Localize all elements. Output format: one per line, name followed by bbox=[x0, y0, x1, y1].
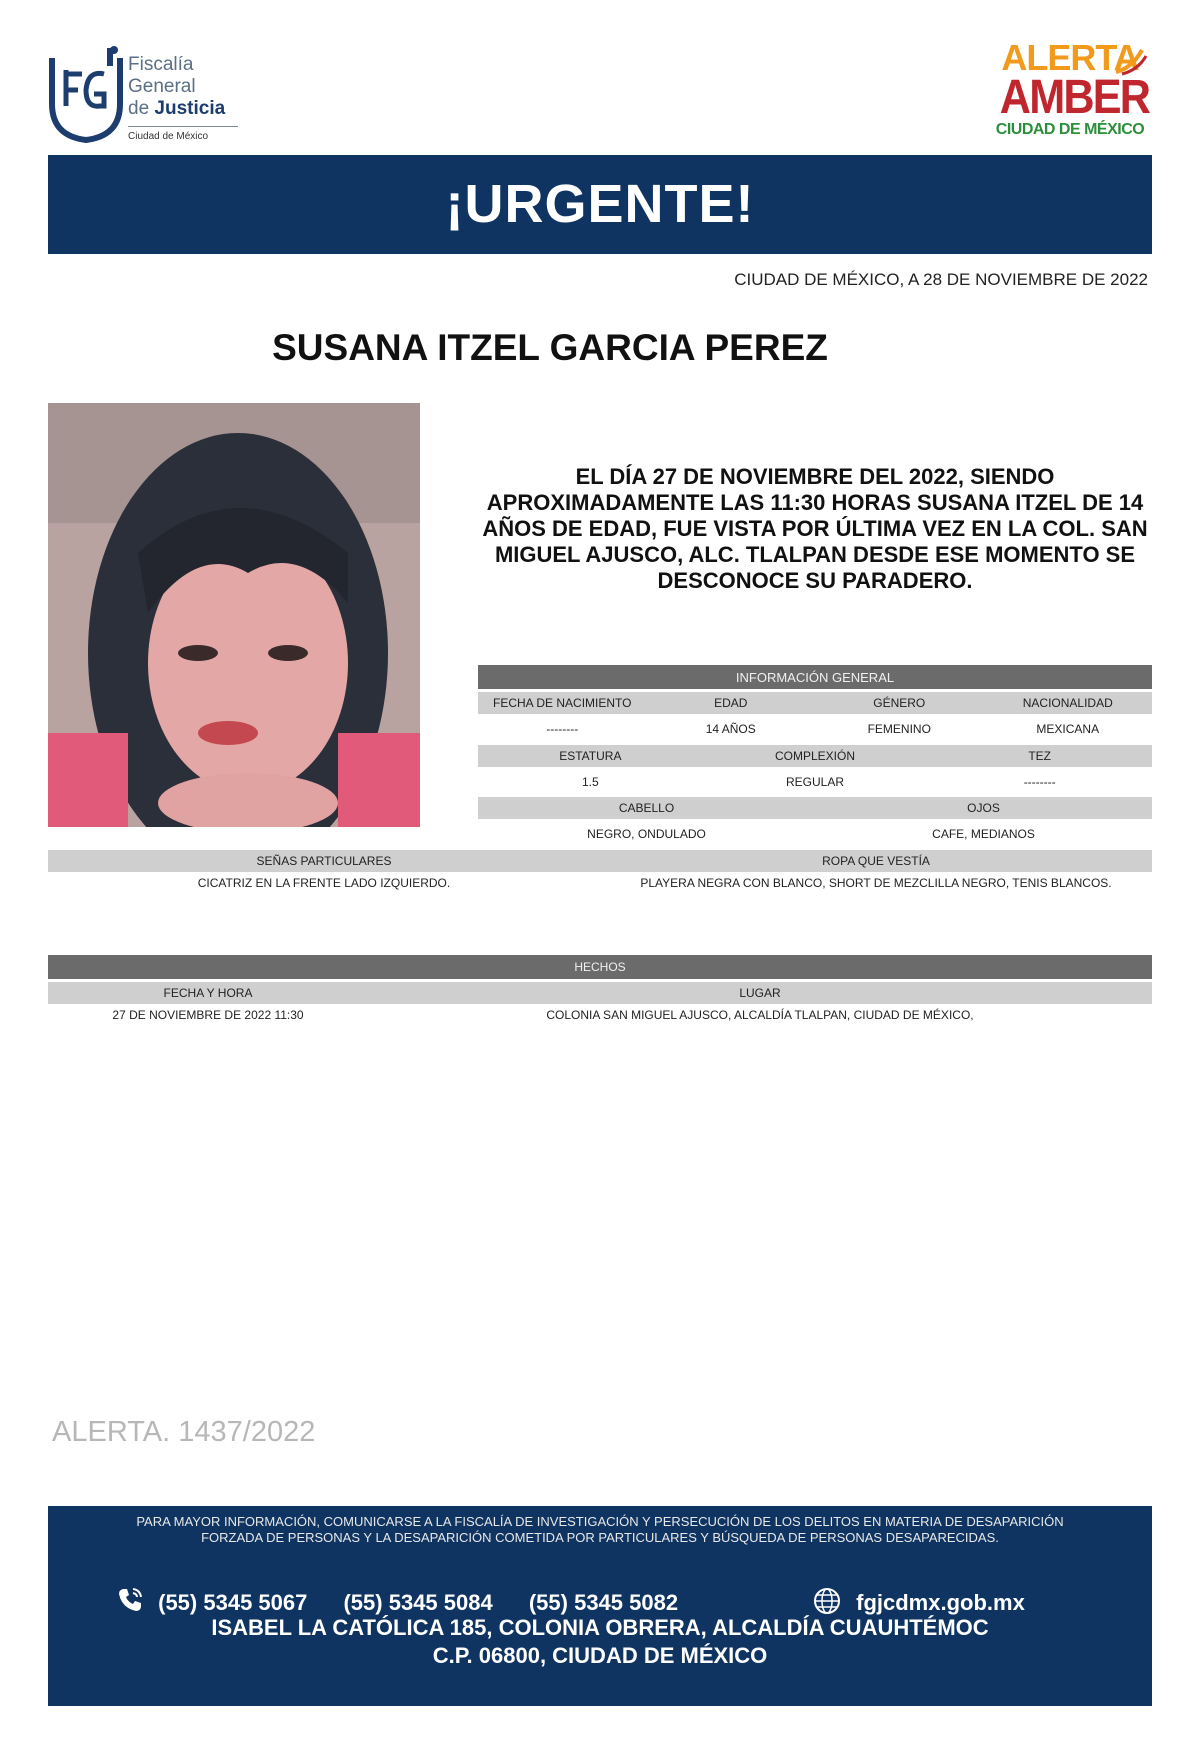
value-ropa: PLAYERA NEGRA CON BLANCO, SHORT DE MEZCLILLA NEGRO, TENIS BLANCOS. bbox=[640, 876, 1112, 890]
header-senas-particulares: SEÑAS PARTICULARES bbox=[256, 854, 392, 868]
amber-line2: AMBER bbox=[999, 71, 1150, 124]
missing-person-photo bbox=[48, 403, 420, 827]
hechos-headers bbox=[48, 982, 1152, 1004]
phone-icon bbox=[116, 1586, 144, 1614]
info-row1-values bbox=[478, 718, 1152, 740]
footer bbox=[48, 1506, 1152, 1706]
portrait-illustration bbox=[48, 403, 420, 827]
urgent-banner: ¡URGENTE! bbox=[48, 155, 1152, 254]
info-row2-headers bbox=[478, 745, 1152, 767]
header-ropa: ROPA QUE VESTÍA bbox=[822, 854, 930, 868]
value-estatura: 1.5 bbox=[581, 775, 599, 789]
value-edad: 14 AÑOS bbox=[705, 722, 756, 736]
footer-address bbox=[48, 1614, 1152, 1670]
header-lugar: LUGAR bbox=[739, 986, 781, 1000]
info-row2-values bbox=[478, 771, 1152, 793]
phone-2[interactable]: (55) 5345 5084 bbox=[343, 1590, 493, 1615]
globe-icon bbox=[812, 1586, 842, 1616]
person-name: SUSANA ITZEL GARCIA PEREZ bbox=[272, 327, 828, 368]
value-fecha-nacimiento: -------- bbox=[546, 722, 579, 736]
phone-1[interactable]: (55) 5345 5067 bbox=[158, 1590, 308, 1615]
value-cabello: NEGRO, ONDULADO bbox=[587, 827, 706, 841]
info-row3-headers bbox=[478, 797, 1152, 819]
header-cabello: CABELLO bbox=[618, 801, 675, 815]
info-row4-values bbox=[48, 872, 1152, 894]
hechos-title-row bbox=[48, 955, 1152, 979]
info-row3-values bbox=[478, 823, 1152, 845]
footer-note-line2: FORZADA DE PERSONAS Y LA DESAPARICIÓN COMETIDA POR PARTICULARES Y BÚSQUEDA DE PERSONAS DESAPARECIDAS. bbox=[201, 1530, 999, 1545]
address-line2: C.P. 06800, CIUDAD DE MÉXICO bbox=[432, 1643, 768, 1668]
website-link[interactable]: fgjcdmx.gob.mx bbox=[856, 1590, 1025, 1615]
header-nacionalidad: NACIONALIDAD bbox=[1022, 696, 1113, 710]
agency-line3: de Justicia bbox=[128, 98, 226, 119]
alert-number: ALERTA. 1437/2022 bbox=[52, 1416, 316, 1448]
header-ojos: OJOS bbox=[967, 801, 1000, 815]
value-tez: -------- bbox=[1023, 775, 1056, 789]
agency-line1: Fiscalía bbox=[128, 54, 194, 75]
header-tez: TEZ bbox=[1028, 749, 1052, 763]
address-line1: ISABEL LA CATÓLICA 185, COLONIA OBRERA, ALCALDÍA CUAUHTÉMOC bbox=[211, 1615, 989, 1640]
info-row4-headers bbox=[48, 850, 1152, 872]
narrative: EL DÍA 27 DE NOVIEMBRE DEL 2022, SIENDO APROXIMADAMENTE LAS 11:30 HORAS SUSANA ITZEL DE 14 AÑOS DE EDAD, FUE VISTA POR ÚLTIMA VEZ EN LA COL. SAN MIGUEL AJUSCO, ALC. TLALPAN DESDE ESE MOMENTO SE DESCONOCE SU PARADERO. bbox=[482, 464, 1148, 593]
footer-note-line1: PARA MAYOR INFORMACIÓN, COMUNICARSE A LA FISCALÍA DE INVESTIGACIÓN Y PERSECUCIÓN DE LOS DELITOS EN MATERIA DE DESAPARICIÓN bbox=[136, 1514, 1064, 1529]
phone-3[interactable]: (55) 5345 5082 bbox=[528, 1590, 679, 1615]
value-genero: FEMENINO bbox=[867, 722, 931, 736]
hechos-values bbox=[48, 1004, 1152, 1026]
agency-city: Ciudad de México bbox=[128, 126, 238, 143]
date-line: CIUDAD DE MÉXICO, A 28 DE NOVIEMBRE DE 2022 bbox=[734, 270, 1148, 289]
value-lugar: COLONIA SAN MIGUEL AJUSCO, ALCALDÍA TLALPAN, CIUDAD DE MÉXICO, bbox=[546, 1008, 974, 1022]
fgj-emblem-icon bbox=[48, 44, 123, 144]
info-title: INFORMACIÓN GENERAL bbox=[735, 669, 895, 685]
footer-website bbox=[812, 1586, 1025, 1616]
agency-name bbox=[128, 54, 238, 143]
value-nacionalidad: MEXICANA bbox=[1036, 722, 1100, 736]
value-senas-particulares: CICATRIZ EN LA FRENTE LADO IZQUIERDO. bbox=[197, 876, 451, 890]
hechos-title: HECHOS bbox=[574, 960, 626, 974]
fgj-logo bbox=[48, 44, 238, 148]
alerta-amber-logo bbox=[992, 37, 1150, 150]
header-edad: EDAD bbox=[714, 696, 748, 710]
amber-line3: CIUDAD DE MÉXICO bbox=[995, 121, 1145, 138]
header-estatura: ESTATURA bbox=[559, 749, 622, 763]
value-ojos: CAFE, MEDIANOS bbox=[932, 827, 1035, 841]
value-fecha-hora: 27 DE NOVIEMBRE DE 2022 11:30 bbox=[112, 1008, 304, 1022]
info-title-row bbox=[478, 665, 1152, 689]
agency-line2: General bbox=[128, 76, 196, 97]
header-fecha-nacimiento: FECHA DE NACIMIENTO bbox=[493, 696, 632, 710]
footer-note bbox=[48, 1514, 1152, 1546]
footer-phones bbox=[116, 1586, 708, 1616]
header-genero: GÉNERO bbox=[873, 696, 926, 710]
header-fecha-hora: FECHA Y HORA bbox=[163, 986, 253, 1000]
info-row1-headers bbox=[478, 692, 1152, 714]
amber-line1: ALERTA bbox=[1001, 37, 1139, 78]
value-complexion: REGULAR bbox=[786, 775, 845, 789]
header-complexion: COMPLEXIÓN bbox=[775, 749, 856, 763]
